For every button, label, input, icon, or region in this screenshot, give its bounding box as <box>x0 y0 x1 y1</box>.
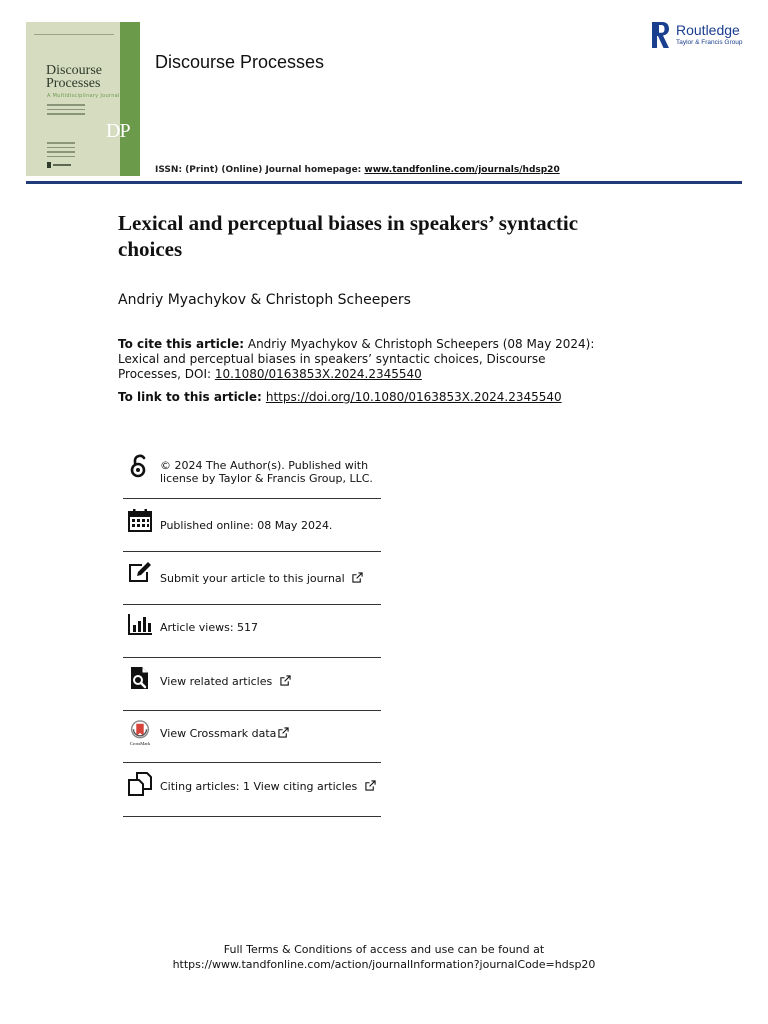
related-articles-link[interactable] <box>160 675 291 688</box>
info-open-access <box>123 446 381 499</box>
bar-chart-icon <box>127 611 153 637</box>
crossmark-icon <box>127 720 153 746</box>
cover-subtitle: A Multidisciplinary Journal <box>47 93 120 99</box>
cover-title-line2: Processes <box>46 76 101 91</box>
info-crossmark[interactable] <box>123 711 381 763</box>
issn-text: ISSN: (Print) (Online) Journal homepage: <box>155 165 365 175</box>
edit-icon <box>127 560 153 586</box>
publisher-name: Routledge <box>676 22 740 38</box>
cover-spine <box>120 22 140 176</box>
routledge-r-icon <box>652 22 670 48</box>
external-link-icon <box>278 727 289 738</box>
article-info-list <box>123 446 381 817</box>
citation-text: Andriy Myachykov & Christoph Scheepers (08 May 2024): Lexical and perceptual biases in speakers’ syntactic choices, Discourse Processes, DOI: <box>118 337 595 381</box>
external-link-icon <box>365 780 376 791</box>
crossmark-badge-text: CrossMark <box>129 742 151 746</box>
issn-line <box>155 165 560 175</box>
article-doi-link[interactable]: https://doi.org/10.1080/0163853X.2024.2345540 <box>265 390 562 404</box>
terms-footer-url[interactable]: https://www.tandfonline.com/action/journalInformation?journalCode=hdsp20 <box>172 958 596 971</box>
article-views-text: Article views: 517 <box>160 621 259 634</box>
info-views <box>123 605 381 658</box>
article-title: Lexical and perceptual biases in speakers’ syntactic choices <box>118 211 579 261</box>
publisher-tagline: Taylor & Francis Group <box>676 39 743 46</box>
citing-articles-icon <box>127 771 153 797</box>
external-link-icon <box>352 572 363 583</box>
cover-title <box>46 64 126 90</box>
crossmark-link[interactable] <box>160 727 289 740</box>
article-link-label: To link to this article: <box>118 390 262 404</box>
header-rule <box>26 181 742 184</box>
cover-abbrev: DP <box>106 120 130 142</box>
citation-label: To cite this article: <box>118 337 245 351</box>
citing-articles-text: Citing articles: 1 View citing articles <box>160 780 358 793</box>
terms-footer <box>0 942 768 972</box>
related-articles-text: View related articles <box>160 675 273 688</box>
journal-homepage-link[interactable]: www.tandfonline.com/journals/hdsp20 <box>364 165 560 175</box>
submit-article-link[interactable] <box>160 572 363 585</box>
calendar-icon <box>127 507 153 533</box>
info-related[interactable] <box>123 658 381 711</box>
info-submit[interactable] <box>123 552 381 605</box>
submit-article-text: Submit your article to this journal <box>160 572 345 585</box>
open-access-icon <box>127 453 153 479</box>
citing-articles-link[interactable] <box>160 780 376 793</box>
published-date-text: Published online: 08 May 2024. <box>160 519 333 532</box>
external-link-icon <box>280 675 291 686</box>
citation-doi-link[interactable]: 10.1080/0163853X.2024.2345540 <box>214 367 422 381</box>
cover-text-lines <box>47 104 85 118</box>
citation-block <box>118 337 598 382</box>
info-published <box>123 499 381 552</box>
cover-text-lines-lower <box>47 142 75 160</box>
crossmark-text: View Crossmark data <box>160 727 277 740</box>
article-authors: Andriy Myachykov & Christoph Scheepers <box>118 292 411 308</box>
open-access-text: © 2024 The Author(s). Published with license by Taylor & Francis Group, LLC. <box>160 459 373 485</box>
article-link-block <box>118 390 562 404</box>
related-articles-icon <box>127 665 153 691</box>
cover-publisher-mark <box>47 162 73 168</box>
cover-title-line1: Discourse <box>46 63 102 78</box>
info-citing[interactable] <box>123 763 381 817</box>
journal-cover-image <box>26 22 140 176</box>
cover-top-rule <box>34 34 114 38</box>
journal-name: Discourse Processes <box>155 52 325 72</box>
terms-footer-line1: Full Terms & Conditions of access and use can be found at <box>223 943 545 956</box>
